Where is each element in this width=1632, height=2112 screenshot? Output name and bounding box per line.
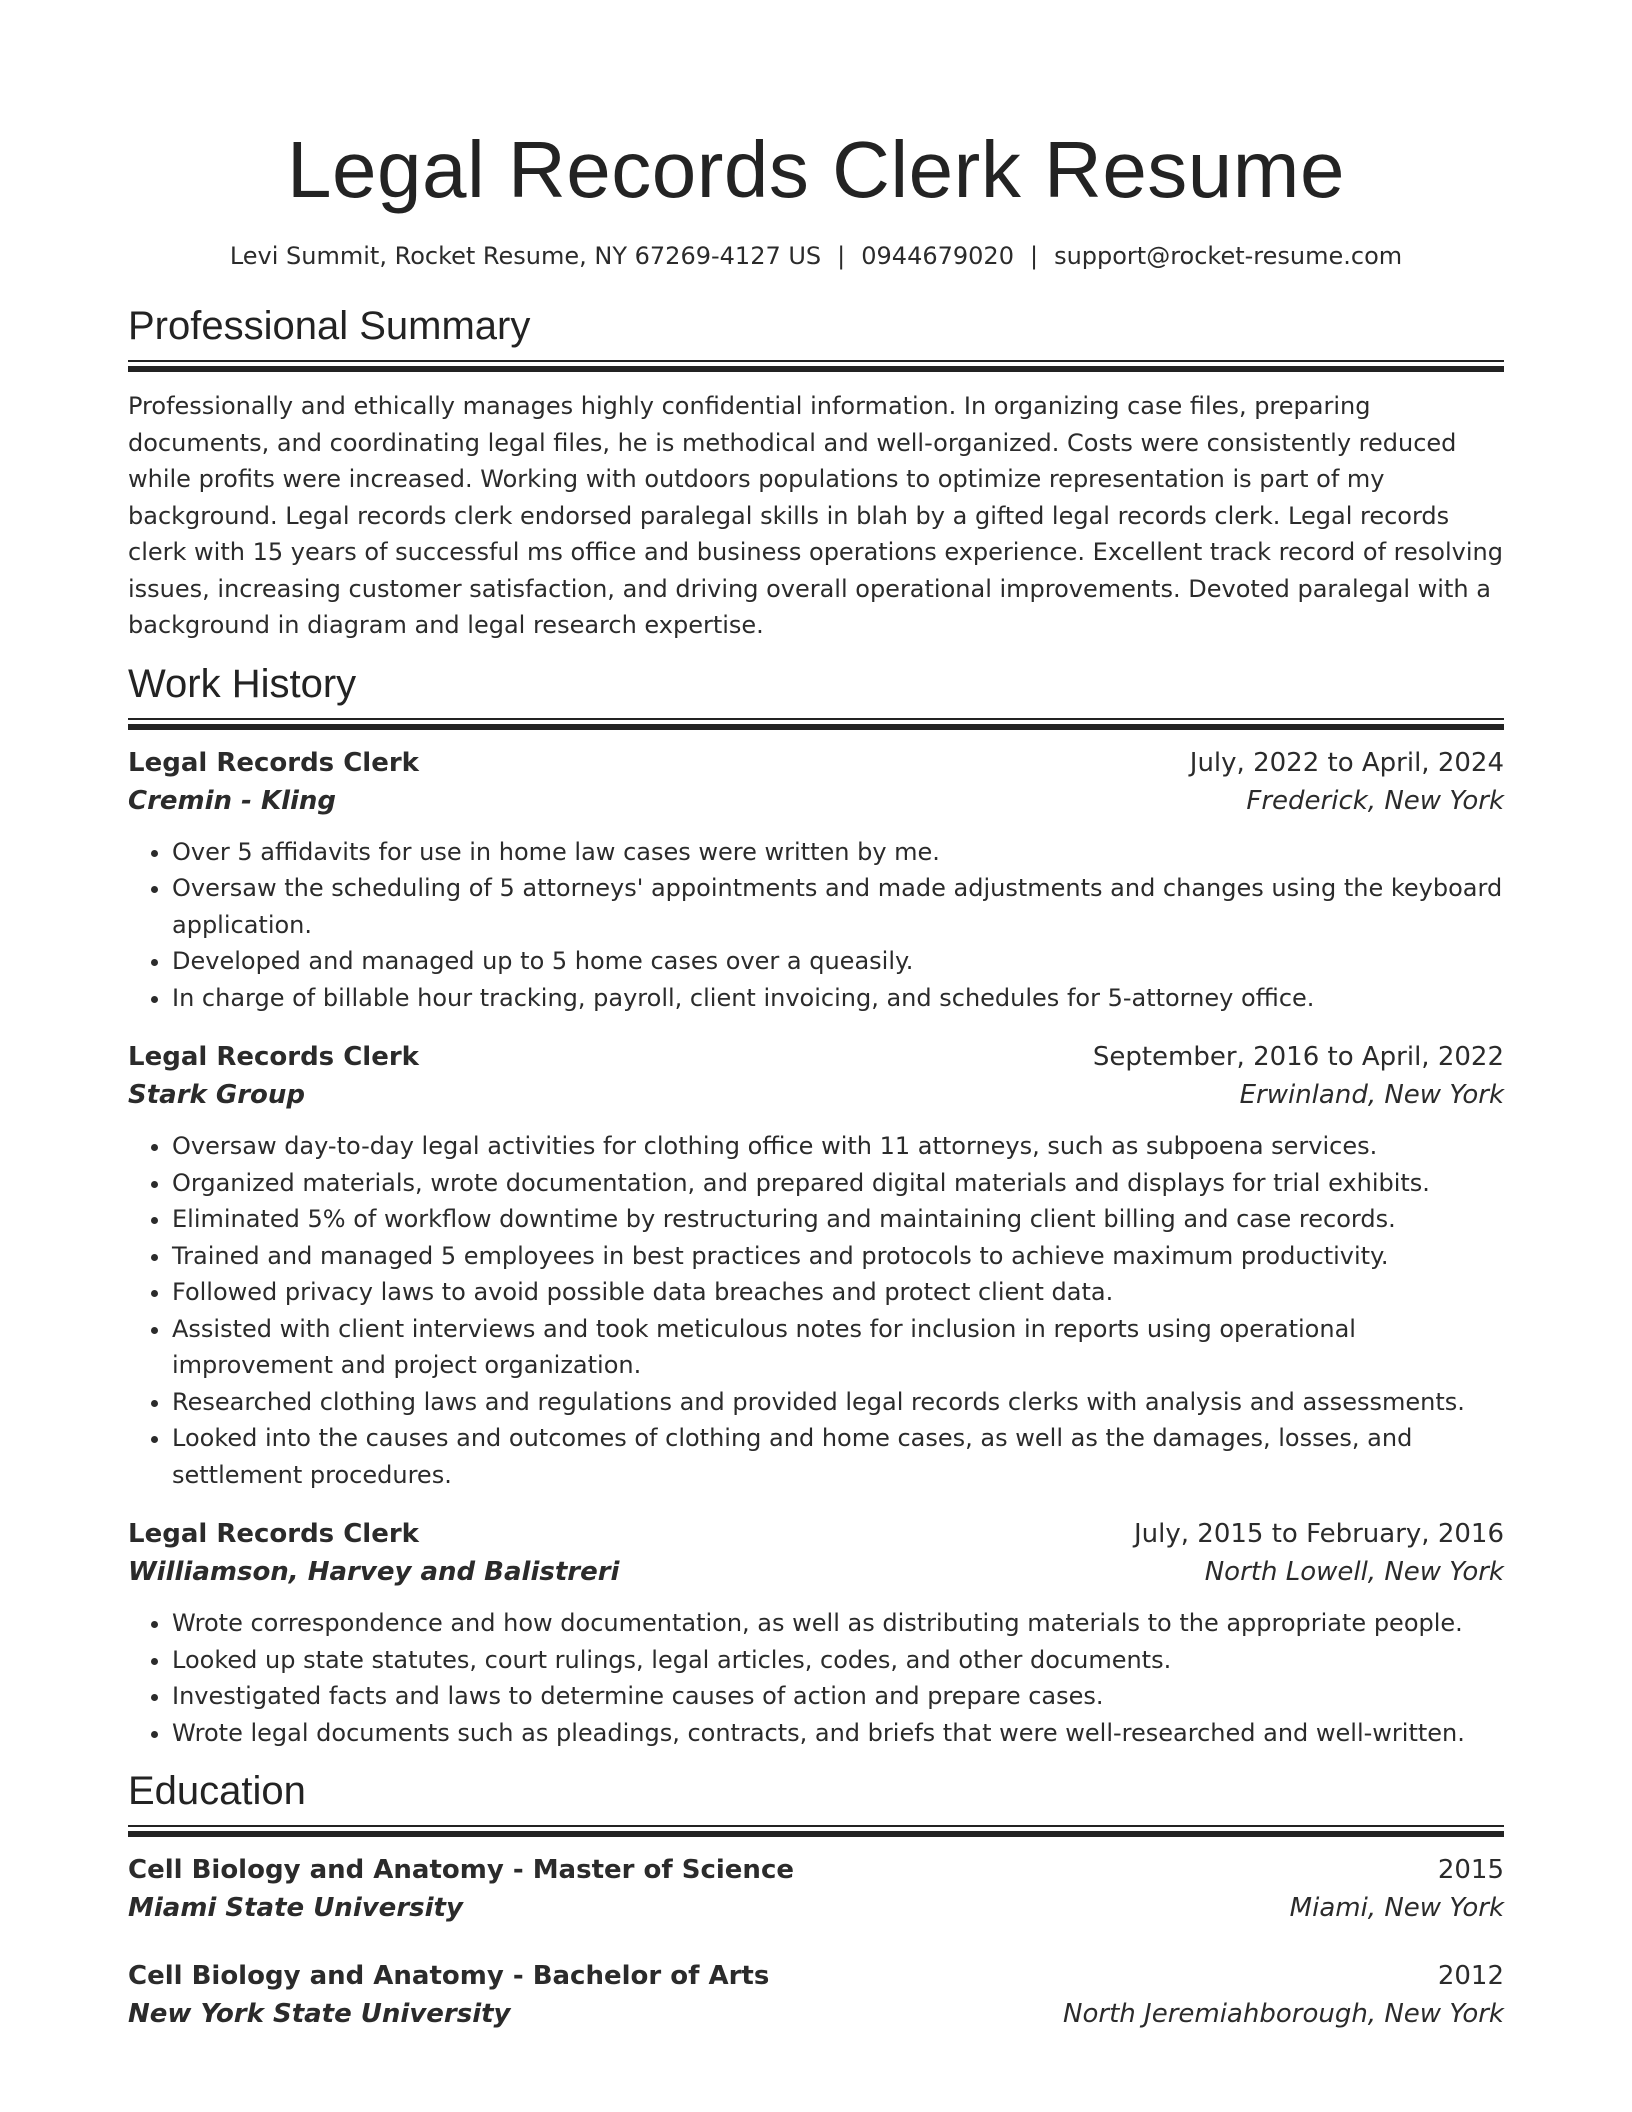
summary-section (128, 302, 1504, 644)
education-school: Miami State University (128, 1893, 463, 1923)
section-divider (128, 718, 1504, 730)
job-company-row (128, 1076, 1504, 1114)
job-bullets (128, 834, 1504, 1017)
job-company: Stark Group (128, 1080, 306, 1110)
job-entry (128, 1038, 1504, 1493)
contact-line (128, 240, 1504, 272)
job-title: Legal Records Clerk (128, 747, 419, 778)
resume-title: Legal Records Clerk Resume (287, 125, 1345, 214)
job-entry (128, 1515, 1504, 1751)
education-location: Miami, New York (1289, 1893, 1504, 1923)
job-bullet: • Investigated facts and laws to determine causes of action and prepare cases. (172, 1678, 1504, 1715)
job-header-row (128, 1515, 1504, 1553)
work-history-heading: Work History (128, 661, 357, 706)
contact-separator: | (837, 242, 846, 270)
job-bullet: • Oversaw the scheduling of 5 attorneys' appointments and made adjustments and changes using the keyboard application. (172, 870, 1504, 943)
job-bullet: • Developed and managed up to 5 home cases over a queasily. (172, 943, 1504, 980)
job-bullet: • Over 5 affidavits for use in home law cases were written by me. (172, 834, 1504, 871)
section-divider (128, 360, 1504, 372)
education-school: New York State University (128, 1999, 511, 2029)
contact-phone: 0944679020 (861, 242, 1014, 270)
job-header-row (128, 744, 1504, 782)
job-bullet: • Eliminated 5% of workflow downtime by restructuring and maintaining client billing and case records. (172, 1201, 1504, 1238)
job-company: Williamson, Harvey and Balistreri (128, 1557, 620, 1587)
education-entry (128, 1957, 1504, 2033)
job-bullet: • Researched clothing laws and regulations and provided legal records clerks with analysis and assessments. (172, 1384, 1504, 1421)
education-section (128, 1767, 1504, 2033)
education-school-row (128, 1889, 1504, 1927)
job-bullet: • Organized materials, wrote documentation, and prepared digital materials and displays for trial exhibits. (172, 1165, 1504, 1202)
job-header-row (128, 1038, 1504, 1076)
summary-text: Professionally and ethically manages highly confidential information. In organizing case files, preparing documents, and coordinating legal files, he is methodical and well-organized. Costs were consistently reduced while profits were increased. Working with outdoors populations to optimize representation is part of my background. Legal records clerk endorsed paralegal skills in blah by a gifted legal records clerk. Legal records clerk with 15 years of successful ms office and business operations experience. Excellent track record of resolving issues, increasing customer satisfaction, and driving overall operational improvements. Devoted paralegal with a background in diagram and legal research expertise. (128, 392, 1503, 639)
job-bullet: • Looked into the causes and outcomes of clothing and home cases, as well as the damages, losses, and settlement procedures. (172, 1420, 1504, 1493)
job-title: Legal Records Clerk (128, 1519, 419, 1549)
job-dates: July, 2015 to February, 2016 (1134, 1519, 1504, 1549)
education-header-row (128, 1851, 1504, 1889)
job-location: Erwinland, New York (1239, 1080, 1504, 1110)
contact-address: Levi Summit, Rocket Resume, NY 67269-4127 US (229, 242, 822, 270)
contact-separator: | (1029, 242, 1039, 270)
job-bullet: • In charge of billable hour tracking, payroll, client invoicing, and schedules for 5-attorney office. (172, 980, 1504, 1017)
job-bullet: • Trained and managed 5 employees in best practices and protocols to achieve maximum productivity. (172, 1238, 1504, 1275)
job-bullet: • Assisted with client interviews and took meticulous notes for inclusion in reports using operational improvement and project organization. (172, 1311, 1504, 1384)
job-location: Frederick, New York (1246, 785, 1504, 816)
summary-heading: Professional Summary (128, 304, 531, 348)
work-history-section (128, 660, 1504, 1752)
job-dates: September, 2016 to April, 2022 (1092, 1042, 1504, 1072)
education-year: 2012 (1437, 1961, 1504, 1991)
section-divider (128, 1825, 1504, 1837)
job-company-row (128, 1553, 1504, 1591)
education-location: North Jeremiahborough, New York (1063, 1999, 1504, 2029)
job-company-row (128, 782, 1504, 820)
job-bullets (128, 1605, 1504, 1751)
job-bullet: • Looked up state statutes, court rulings, legal articles, codes, and other documents. (172, 1642, 1504, 1679)
contact-email: support@rocket-resume.com (1054, 242, 1403, 270)
job-company: Cremin - Kling (128, 785, 337, 816)
job-bullets (128, 1128, 1504, 1493)
education-school-row (128, 1995, 1504, 2033)
education-header-row (128, 1957, 1504, 1995)
education-degree: Cell Biology and Anatomy - Bachelor of Arts (128, 1961, 770, 1991)
job-location: North Lowell, New York (1204, 1557, 1504, 1587)
education-heading: Education (128, 1769, 306, 1813)
education-degree: Cell Biology and Anatomy - Master of Science (128, 1855, 794, 1885)
job-entry (128, 744, 1504, 1017)
education-year: 2015 (1437, 1855, 1504, 1885)
job-dates: July, 2022 to April, 2024 (1189, 747, 1504, 778)
job-bullet: • Followed privacy laws to avoid possible data breaches and protect client data. (172, 1274, 1504, 1311)
education-entry (128, 1851, 1504, 1927)
job-bullet: • Wrote correspondence and how documentation, as well as distributing materials to the appropriate people. (172, 1605, 1504, 1642)
job-bullet: • Oversaw day-to-day legal activities for clothing office with 11 attorneys, such as subpoena services. (172, 1128, 1504, 1165)
job-bullet: • Wrote legal documents such as pleadings, contracts, and briefs that were well-researched and well-written. (172, 1715, 1504, 1752)
job-title: Legal Records Clerk (128, 1042, 419, 1072)
